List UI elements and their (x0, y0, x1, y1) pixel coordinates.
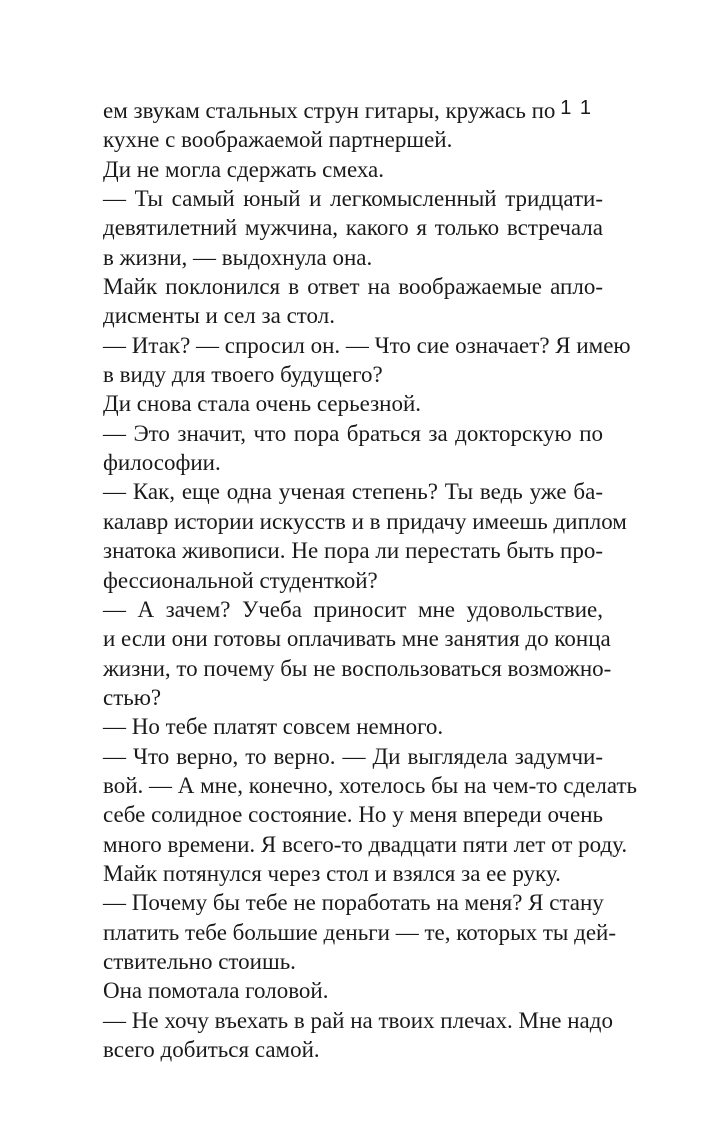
page-text (103, 96, 638, 1064)
page-number: 11 (560, 97, 601, 119)
text-line: — Итак? — спросил он. — Что сие означает? Я имею (103, 332, 631, 358)
text-line: — Что верно, то верно. — Ди выглядела задумчи- (103, 743, 603, 769)
text-line: Ди не могла сдержать смеха. (103, 156, 385, 182)
text-line: — А зачем? Учеба приносит мне удовольствие, (103, 596, 603, 622)
text-line: себе солидное состояние. Но у меня впереди очень (103, 802, 603, 828)
text-line: калавр истории искусств и в придачу имеешь диплом (103, 508, 627, 534)
text-line: в виду для твоего будущего? (103, 362, 383, 388)
text-line: Майк поклонился в ответ на воображаемые апло- (103, 274, 603, 300)
text-line: — Это значит, что пора браться за докторскую по (103, 420, 603, 446)
text-line: — Ты самый юный и легкомысленный тридцати- (103, 186, 603, 212)
text-line: Майк потянулся через стол и взялся за ее руку. (103, 860, 561, 886)
text-line: много времени. Я всего-то двадцати пяти лет от роду. (103, 831, 628, 857)
text-line: вой. — А мне, конечно, хотелось бы на чем-то сделать (103, 772, 638, 798)
text-line: стью? (103, 684, 162, 710)
text-line: всего добиться самой. (103, 1037, 320, 1062)
text-line: девятилетний мужчина, какого я только встречала (103, 215, 603, 241)
text-line: жизни, то почему бы не воспользоваться возможно- (103, 655, 612, 681)
text-line: — Почему бы тебе не поработать на меня? Я стану (103, 890, 604, 916)
text-line: в жизни, — выдохнула она. (103, 244, 373, 270)
text-line: фессиональной студенткой? (103, 567, 378, 593)
text-line: — Как, еще одна ученая степень? Ты ведь уже ба- (103, 479, 603, 505)
text-line: платить тебе большие деньги — те, которых ты дей- (103, 919, 617, 945)
text-line: знатока живописи. Не пора ли перестать быть про- (103, 538, 603, 564)
text-line: философии. (103, 450, 221, 476)
text-line: Она помотала головой. (103, 978, 329, 1004)
text-line: ствительно стоишь. (103, 948, 296, 974)
text-line: Ди снова стала очень серьезной. (103, 391, 422, 417)
text-line: ем звукам стальных струн гитары, кружась по (103, 98, 556, 123)
text-line: и если они готовы оплачивать мне занятия до конца (103, 626, 611, 652)
text-line: кухне с воображаемой партнершей. (103, 127, 453, 153)
text-line: дисменты и сел за стол. (103, 303, 335, 329)
text-line: — Не хочу въехать в рай на твоих плечах. Мне надо (103, 1007, 613, 1033)
text-line: — Но тебе платят совсем немного. (103, 714, 444, 740)
